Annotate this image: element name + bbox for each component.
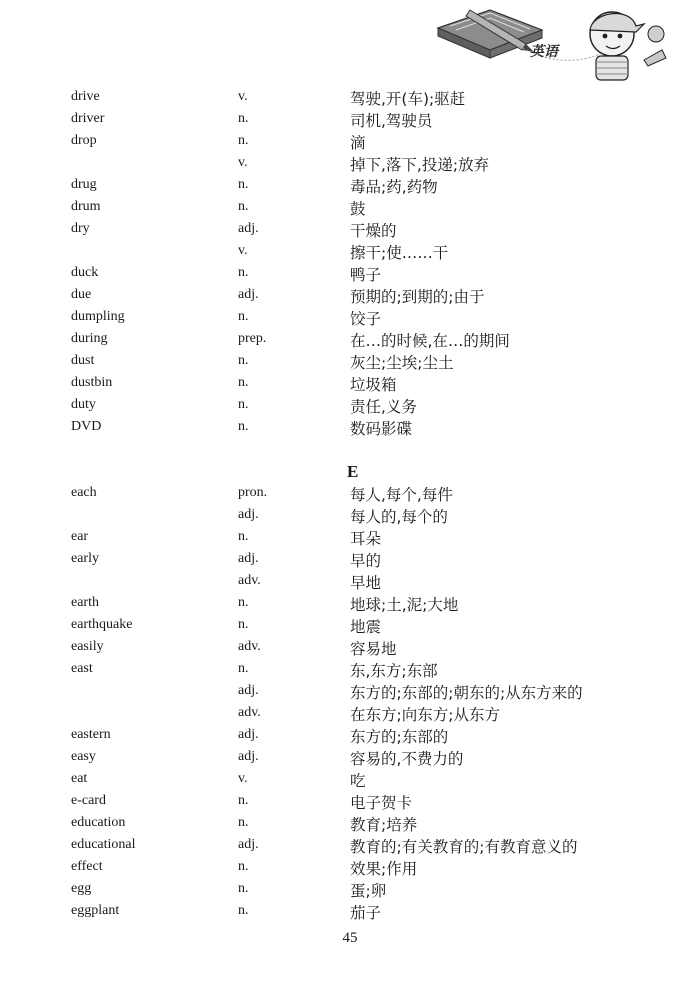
headword: egg — [71, 881, 92, 896]
part-of-speech: n. — [238, 595, 249, 610]
vocab-entry — [0, 328, 700, 350]
chinese-meaning: 东方的;东部的;朝东的;从东方来的 — [350, 684, 583, 702]
chinese-meaning: 早的 — [350, 552, 382, 570]
headword: eggplant — [71, 903, 120, 918]
chinese-meaning: 吃 — [350, 772, 366, 790]
headword: due — [71, 287, 92, 302]
vocab-entry — [0, 174, 700, 196]
part-of-speech: n. — [238, 375, 249, 390]
chinese-meaning: 地球;土,泥;大地 — [350, 596, 459, 614]
headword: drug — [71, 177, 97, 192]
headword: earth — [71, 595, 99, 610]
chinese-meaning: 驾驶,开(车);驱赶 — [350, 90, 466, 108]
vocab-entry — [0, 482, 700, 504]
part-of-speech: n. — [238, 353, 249, 368]
part-of-speech: v. — [238, 243, 248, 258]
vocab-entry — [0, 526, 700, 548]
vocab-entry — [0, 306, 700, 328]
vocab-entry — [0, 746, 700, 768]
vocab-entry — [0, 284, 700, 306]
page-number: 45 — [342, 930, 358, 946]
chinese-meaning: 鸭子 — [350, 266, 382, 284]
headword: early — [71, 551, 99, 566]
part-of-speech: adv. — [238, 705, 261, 720]
part-of-speech: pron. — [238, 485, 268, 500]
part-of-speech: n. — [238, 617, 249, 632]
part-of-speech: n. — [238, 309, 249, 324]
chinese-meaning: 干燥的 — [350, 222, 397, 240]
chinese-meaning: 每人的,每个的 — [350, 508, 448, 526]
headword: duck — [71, 265, 99, 280]
chinese-meaning: 效果;作用 — [350, 860, 418, 878]
vocab-entry — [0, 86, 700, 108]
vocab-entry — [0, 570, 700, 592]
chinese-meaning: 茄子 — [350, 904, 382, 922]
part-of-speech: adj. — [238, 287, 259, 302]
part-of-speech: adj. — [238, 837, 259, 852]
chinese-meaning: 掉下,落下,投递;放弃 — [350, 156, 490, 174]
vocabulary-list — [0, 86, 700, 922]
vocab-entry — [0, 856, 700, 878]
chinese-meaning: 教育的;有关教育的;有教育意义的 — [350, 838, 578, 856]
vocab-entry — [0, 900, 700, 922]
chinese-meaning: 耳朵 — [350, 530, 382, 548]
chinese-meaning: 地震 — [350, 618, 382, 636]
section-gap — [0, 438, 700, 460]
part-of-speech: adv. — [238, 639, 261, 654]
part-of-speech: v. — [238, 155, 248, 170]
headword: drop — [71, 133, 97, 148]
part-of-speech: prep. — [238, 331, 267, 346]
part-of-speech: adj. — [238, 507, 259, 522]
chinese-meaning: 鼓 — [350, 200, 366, 218]
chinese-meaning: 擦干;使……干 — [350, 244, 449, 262]
part-of-speech: n. — [238, 177, 249, 192]
part-of-speech: n. — [238, 881, 249, 896]
vocab-entry — [0, 394, 700, 416]
subject-badge: 英语 — [530, 44, 558, 60]
vocab-entry — [0, 372, 700, 394]
part-of-speech: n. — [238, 815, 249, 830]
chinese-meaning: 容易地 — [350, 640, 397, 658]
vocab-entry — [0, 680, 700, 702]
part-of-speech: n. — [238, 859, 249, 874]
chinese-meaning: 蛋;卵 — [350, 882, 387, 900]
vocab-entry — [0, 812, 700, 834]
part-of-speech: adj. — [238, 551, 259, 566]
vocab-entry — [0, 790, 700, 812]
vocab-entry — [0, 130, 700, 152]
vocab-entry — [0, 240, 700, 262]
chinese-meaning: 在…的时候,在…的期间 — [350, 332, 510, 350]
part-of-speech: adj. — [238, 727, 259, 742]
vocab-entry — [0, 152, 700, 174]
chinese-meaning: 东,东方;东部 — [350, 662, 438, 680]
chinese-meaning: 每人,每个,每件 — [350, 486, 453, 504]
chinese-meaning: 滴 — [350, 134, 366, 152]
part-of-speech: n. — [238, 793, 249, 808]
headword: education — [71, 815, 126, 830]
vocab-entry — [0, 834, 700, 856]
headword: e-card — [71, 793, 106, 808]
chinese-meaning: 东方的;东部的 — [350, 728, 449, 746]
part-of-speech: v. — [238, 771, 248, 786]
vocab-entry — [0, 614, 700, 636]
part-of-speech: n. — [238, 397, 249, 412]
vocab-entry — [0, 636, 700, 658]
headword: DVD — [71, 419, 102, 434]
headword: easily — [71, 639, 104, 654]
cartoon-boy-icon — [590, 12, 666, 80]
headword: during — [71, 331, 108, 346]
part-of-speech: n. — [238, 265, 249, 280]
headword: dumpling — [71, 309, 125, 324]
headword: drum — [71, 199, 101, 214]
chinese-meaning: 司机,驾驶员 — [350, 112, 433, 130]
chinese-meaning: 教育;培养 — [350, 816, 418, 834]
headword: effect — [71, 859, 103, 874]
part-of-speech: n. — [238, 111, 249, 126]
headword: ear — [71, 529, 89, 544]
chinese-meaning: 垃圾箱 — [350, 376, 397, 394]
vocab-entry — [0, 768, 700, 790]
part-of-speech: n. — [238, 133, 249, 148]
headword: duty — [71, 397, 96, 412]
chinese-meaning: 灰尘;尘埃;尘土 — [350, 354, 454, 372]
section-letter-e: E — [347, 462, 359, 481]
headword: east — [71, 661, 93, 676]
vocab-entry — [0, 262, 700, 284]
part-of-speech: adj. — [238, 683, 259, 698]
vocab-entry — [0, 592, 700, 614]
part-of-speech: adj. — [238, 749, 259, 764]
vocab-entry — [0, 548, 700, 570]
vocab-entry — [0, 416, 700, 438]
part-of-speech: adj. — [238, 221, 259, 236]
headword: dry — [71, 221, 90, 236]
chinese-meaning: 饺子 — [350, 310, 382, 328]
part-of-speech: v. — [238, 89, 248, 104]
vocab-entry — [0, 504, 700, 526]
vocab-entry — [0, 658, 700, 680]
chinese-meaning: 容易的,不费力的 — [350, 750, 464, 768]
part-of-speech: n. — [238, 529, 249, 544]
vocab-entry — [0, 218, 700, 240]
headword: driver — [71, 111, 105, 126]
headword: eat — [71, 771, 88, 786]
vocab-entry — [0, 196, 700, 218]
section-heading — [0, 460, 700, 482]
headword: dustbin — [71, 375, 113, 390]
part-of-speech: n. — [238, 419, 249, 434]
headword: eastern — [71, 727, 111, 742]
part-of-speech: n. — [238, 661, 249, 676]
part-of-speech: n. — [238, 903, 249, 918]
chinese-meaning: 责任,义务 — [350, 398, 417, 416]
part-of-speech: adv. — [238, 573, 261, 588]
headword: drive — [71, 89, 100, 104]
vocab-entry — [0, 108, 700, 130]
chinese-meaning: 在东方;向东方;从东方 — [350, 706, 500, 724]
chinese-meaning: 预期的;到期的;由于 — [350, 288, 485, 306]
headword: dust — [71, 353, 95, 368]
vocab-entry — [0, 702, 700, 724]
headword: easy — [71, 749, 96, 764]
headword: each — [71, 485, 97, 500]
headword: educational — [71, 837, 136, 852]
chinese-meaning: 毒品;药,药物 — [350, 178, 438, 196]
vocab-entry — [0, 724, 700, 746]
chinese-meaning: 数码影碟 — [350, 420, 413, 438]
vocab-entry — [0, 878, 700, 900]
chinese-meaning: 早地 — [350, 574, 382, 592]
part-of-speech: n. — [238, 199, 249, 214]
vocab-entry — [0, 350, 700, 372]
headword: earthquake — [71, 617, 133, 632]
chinese-meaning: 电子贺卡 — [350, 794, 413, 812]
